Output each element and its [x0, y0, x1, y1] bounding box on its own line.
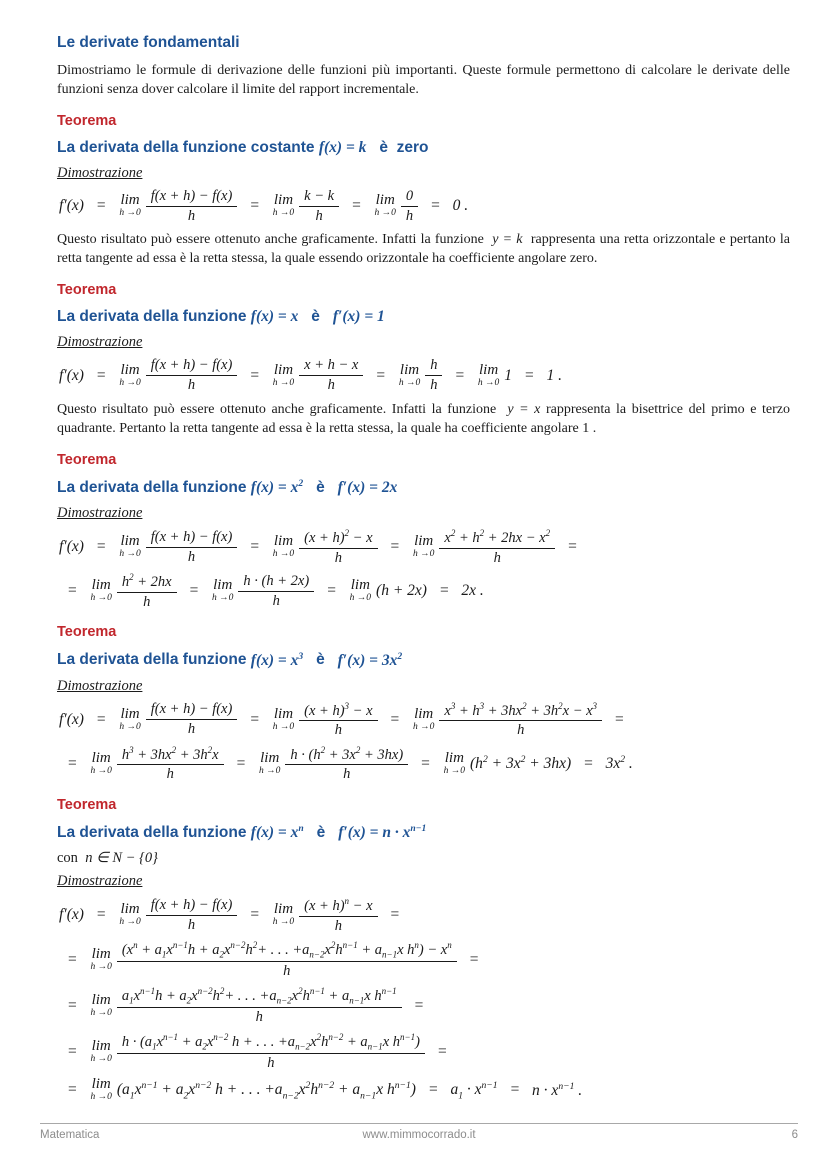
equals-sign: = [389, 538, 400, 556]
theorem-statement [57, 823, 790, 842]
equals-sign: = [95, 538, 107, 556]
fraction [146, 701, 238, 737]
fraction-numerator: f(x + h) − f(x) [146, 529, 238, 548]
text-run: con [57, 850, 86, 867]
lim-word: lim [399, 361, 420, 378]
statement-text: La derivata della funzione [57, 651, 251, 669]
lim-subscript: h →0 [272, 721, 295, 732]
fraction [425, 357, 442, 393]
statement-text: è [303, 651, 338, 669]
theorem-paragraph [57, 230, 790, 268]
theorem-paragraph [57, 400, 790, 438]
fraction-denominator: h [187, 721, 196, 738]
lim-word: lim [479, 361, 499, 378]
math-expression: f′(x) [59, 366, 84, 384]
fraction-numerator: $h^3 + 3hx^2 + 3h^2x$ [117, 745, 224, 766]
equals-sign: = [249, 366, 260, 384]
lim-word: lim [91, 946, 111, 963]
lim-word: lim [414, 533, 434, 550]
theorem-section-1 [57, 113, 790, 268]
statement-math: $f'(x) = n \cdot x^{n-1}$ [338, 822, 427, 842]
teorema-heading: Teorema [57, 282, 117, 299]
limit-operator [375, 193, 396, 219]
math-expression: $n \cdot x^{n-1}$ . [532, 1080, 583, 1099]
equals-sign: = [249, 710, 260, 728]
lim-subscript: h →0 [119, 917, 141, 928]
statement-text: La derivata della funzione [57, 308, 251, 326]
fraction-numerator: f(x + h) − f(x) [146, 897, 238, 916]
dimostrazione-label: Dimostrazione [57, 165, 143, 182]
limit-operator [212, 578, 233, 604]
theorem-statement [57, 478, 790, 497]
theorem-sections [57, 113, 790, 1103]
fraction-denominator: h [255, 1008, 263, 1025]
dimostrazione-label: Dimostrazione [57, 677, 143, 694]
math-inline: n ∈ N − {0} [85, 850, 158, 867]
math-expression: f′(x) [59, 197, 84, 215]
fraction-numerator: h [425, 357, 442, 376]
teorema-heading: Teorema [57, 113, 117, 130]
limit-operator [478, 363, 499, 389]
fraction-denominator: h [187, 548, 196, 565]
lim-word: lim [444, 749, 464, 766]
theorem-note [57, 850, 790, 867]
footer [40, 1123, 798, 1141]
equals-sign: = [67, 754, 78, 772]
fraction-denominator: h [493, 549, 501, 566]
fraction-numerator: f(x + h) − f(x) [146, 701, 238, 720]
fraction-numerator: $a_1x^{n-1}h + a_2x^{n-2}h^2+$ . . . $+a_{n-2}x^2h^{n-1} + a_{n-1}x$ $h^{n-1}$ [117, 986, 402, 1008]
lim-word: lim [91, 991, 111, 1008]
lim-subscript: h →0 [90, 1092, 112, 1103]
limit-operator [90, 993, 111, 1019]
fraction-numerator: $x^2 + h^2 + 2hx - x^2$ [439, 528, 555, 549]
lim-word: lim [260, 749, 280, 766]
lim-subscript: h →0 [119, 721, 141, 732]
math-expression: 0 . [452, 197, 469, 215]
formula-line [57, 986, 790, 1026]
fraction-denominator: h [187, 916, 196, 933]
lim-word: lim [120, 192, 140, 209]
footer-page-number: 6 [791, 1129, 799, 1141]
fraction-numerator: f(x + h) − f(x) [146, 188, 238, 207]
limit-operator [413, 707, 434, 733]
statement-math: $f(x) = x^2$ [250, 477, 304, 497]
lim-subscript: h →0 [374, 208, 396, 219]
equals-sign: = [583, 754, 594, 772]
math-expression: f′(x) [59, 538, 84, 556]
math-expression: 1 . [546, 366, 563, 384]
lim-word: lim [91, 1037, 111, 1054]
statement-text: La derivata della funzione [57, 479, 251, 497]
equals-sign: = [67, 582, 78, 600]
equals-sign: = [67, 1081, 78, 1099]
equals-sign: = [524, 366, 535, 384]
statement-math: f′(x) = 2x [337, 479, 398, 497]
fraction-numerator: f(x + h) − f(x) [146, 357, 238, 376]
equals-sign: = [67, 951, 78, 969]
fraction [439, 528, 555, 566]
limit-operator [119, 534, 140, 560]
fraction-denominator: h [334, 549, 342, 566]
lim-subscript: h →0 [413, 721, 435, 732]
fraction-denominator: h [166, 766, 174, 783]
fraction [117, 986, 402, 1026]
fraction-denominator: h [283, 963, 291, 980]
equals-sign: = [420, 754, 431, 772]
fraction [401, 188, 418, 224]
math-expression: f′(x) [59, 906, 84, 924]
limit-operator [119, 363, 140, 389]
fraction-denominator: h [315, 207, 323, 224]
theorem-statement [57, 139, 790, 157]
fraction-denominator: h [405, 207, 414, 224]
limit-operator [273, 902, 294, 928]
lim-word: lim [120, 705, 140, 722]
equals-sign: = [389, 906, 400, 924]
lim-word: lim [273, 533, 294, 550]
math-inline: y = x [507, 401, 541, 417]
lim-word: lim [273, 361, 294, 378]
statement-text: La derivata della funzione costante [57, 139, 319, 157]
statement-text: è [303, 824, 339, 842]
limit-operator [90, 1039, 111, 1065]
lim-word: lim [213, 577, 233, 594]
equals-sign: = [436, 1042, 448, 1060]
equals-sign: = [67, 996, 78, 1014]
fraction [299, 528, 377, 566]
fraction [146, 357, 238, 393]
statement-text: La derivata della funzione [57, 824, 251, 842]
fraction-denominator: h [267, 1054, 275, 1071]
theorem-section-4 [57, 624, 790, 783]
lim-subscript: h →0 [272, 917, 295, 928]
fraction [439, 701, 602, 739]
lim-subscript: h →0 [119, 549, 141, 560]
limit-operator [119, 193, 140, 219]
footer-course-label: Matematica [40, 1129, 100, 1141]
fraction-denominator: h [334, 917, 342, 934]
formula-line [57, 188, 790, 224]
math-expression: (h + 2x) [376, 582, 427, 600]
fraction [146, 188, 238, 224]
statement-math: $f'(x) = 3x^2$ [337, 650, 403, 669]
equals-sign: = [351, 197, 362, 215]
equals-sign: = [235, 754, 247, 772]
formula-line [57, 1077, 790, 1103]
math-expression: f′(x) [59, 710, 84, 728]
statement-text: è zero [366, 139, 429, 157]
fraction-numerator: $h^2 + 2hx$ [117, 572, 177, 593]
lim-subscript: h →0 [413, 549, 435, 560]
teorema-heading: Teorema [57, 796, 117, 813]
limit-operator [90, 751, 111, 777]
theorem-statement [57, 650, 790, 669]
lim-word: lim [120, 901, 140, 918]
equals-sign: = [95, 197, 107, 215]
fraction [146, 529, 238, 565]
limit-operator [273, 534, 294, 560]
page-title: Le derivate fondamentali [57, 34, 240, 51]
equals-sign: = [188, 582, 200, 600]
limit-operator [273, 363, 294, 389]
text-run: Questo risultato può essere ottenuto anche graficamente. Infatti la funzione [57, 232, 493, 248]
math-expression: $3x^2$ . [605, 754, 633, 773]
fraction [117, 940, 457, 980]
text-run: Questo risultato può essere ottenuto anche graficamente. Infatti la funzione [57, 401, 508, 417]
lim-subscript: h →0 [272, 377, 295, 388]
fraction [299, 357, 363, 393]
dimostrazione-label: Dimostrazione [57, 334, 143, 351]
statement-math: f′(x) = 1 [332, 308, 385, 326]
fraction [117, 572, 177, 610]
limit-operator [90, 578, 111, 604]
formula-line [57, 701, 790, 739]
math-expression: $a_1 \cdot x^{n-1}$ [450, 1079, 498, 1101]
fraction-numerator: $(x + h)^3 - x$ [299, 701, 377, 722]
math-expression: $(h^2 + 3x^2 + 3hx)$ [470, 754, 572, 773]
math-expression: 2x . [461, 582, 484, 600]
lim-word: lim [375, 192, 395, 209]
lim-subscript: h →0 [90, 593, 112, 604]
formula-line [57, 940, 790, 980]
statement-math: f(x) = k [318, 139, 367, 157]
dimostrazione-label: Dimostrazione [57, 873, 143, 890]
equals-sign: = [454, 366, 465, 384]
formula-line [57, 745, 790, 783]
equals-sign: = [326, 582, 337, 600]
equals-sign: = [468, 951, 480, 969]
limit-operator [413, 534, 434, 560]
formula-line [57, 1032, 790, 1072]
statement-math: $f(x) = x^3$ [250, 650, 304, 669]
limit-operator [90, 1077, 111, 1103]
fraction [299, 701, 377, 739]
teorema-heading: Teorema [57, 624, 117, 641]
formula-line [57, 896, 790, 934]
fraction [117, 1032, 425, 1072]
equals-sign: = [413, 996, 425, 1014]
fraction-denominator: h [334, 722, 342, 739]
fraction-numerator: x + h − x [299, 357, 363, 376]
formula-line [57, 357, 790, 393]
lim-subscript: h →0 [272, 208, 295, 219]
text-run: Dimostriamo le formule di derivazione delle funzioni più importanti. Queste formule permettono di calcolare le derivate delle funzioni senza dover calcolare il limite del rapport incrementale. [57, 63, 790, 98]
lim-subscript: h →0 [477, 377, 500, 388]
equals-sign: = [567, 538, 578, 556]
fraction-numerator: h · (h + 2x) [238, 573, 314, 592]
equals-sign: = [509, 1081, 521, 1099]
limit-operator [90, 947, 111, 973]
lim-subscript: h →0 [349, 593, 372, 604]
lim-subscript: h →0 [443, 765, 466, 776]
fraction [238, 573, 314, 609]
equals-sign: = [430, 197, 441, 215]
equals-sign: = [427, 1081, 439, 1099]
fraction [299, 188, 339, 224]
equals-sign: = [95, 366, 107, 384]
statement-text: è [303, 479, 338, 497]
formula-line [57, 572, 790, 610]
lim-subscript: h →0 [398, 377, 421, 388]
fraction-numerator: $h \cdot (a_1x^{n-1} + a_2x^{n-2}$ h + . . . $+a_{n-2}x^2h^{n-2} + a_{n-1}x$ $h^{n-1}$) [117, 1032, 425, 1054]
math-inline: y = k [492, 232, 523, 248]
fraction-numerator: $x^3 + h^3 + 3hx^2 + 3h^2x - x^3$ [439, 701, 602, 722]
limit-operator [273, 193, 294, 219]
limit-operator [119, 707, 140, 733]
footer-website: www.mimmocorrado.it [362, 1129, 476, 1141]
fraction-numerator: 0 [401, 188, 418, 207]
equals-sign: = [614, 710, 625, 728]
lim-subscript: h →0 [90, 1007, 112, 1018]
equals-sign: = [438, 582, 450, 600]
theorem-statement [57, 308, 790, 326]
lim-word: lim [120, 533, 140, 550]
lim-word: lim [414, 705, 434, 722]
lim-subscript: h →0 [212, 593, 234, 604]
equals-sign: = [249, 538, 260, 556]
equals-sign: = [375, 366, 386, 384]
lim-subscript: h →0 [119, 377, 141, 388]
fraction-numerator: $(x + h)^n - x$ [299, 896, 377, 917]
statement-text: è [298, 308, 333, 326]
equals-sign: = [249, 197, 260, 215]
fraction-denominator: h [143, 593, 151, 610]
lim-word: lim [120, 361, 140, 378]
limit-operator [119, 902, 140, 928]
theorem-section-2 [57, 282, 790, 437]
limit-operator [399, 363, 420, 389]
fraction [299, 896, 377, 934]
limit-operator [350, 578, 371, 604]
statement-math: f(x) = x [250, 308, 299, 326]
teorema-heading: Teorema [57, 451, 117, 468]
fraction-denominator: h [272, 592, 280, 609]
formula-line [57, 528, 790, 566]
text-run: rappresenta una retta orizzontale e pertanto la retta tangente ad essa è la retta stessa, la quale essendo orizzontale ha coefficiente angolare zero. [57, 232, 791, 267]
lim-subscript: h →0 [90, 962, 112, 973]
equals-sign: = [67, 1042, 78, 1060]
fraction-denominator: h [430, 377, 438, 394]
lim-word: lim [273, 705, 294, 722]
lim-subscript: h →0 [90, 1053, 112, 1064]
lim-subscript: h →0 [119, 208, 141, 219]
lim-word: lim [91, 1076, 111, 1093]
limit-operator [273, 707, 294, 733]
equals-sign: = [95, 710, 107, 728]
math-expression: ($a_1x^{n-1} + a_2x^{n-2}$ h + . . . $+a_{n-2}x^2h^{n-2} + a_{n-1}x$ $h^{n-1}$) [116, 1079, 416, 1101]
theorem-section-3 [57, 452, 790, 611]
lim-word: lim [91, 749, 111, 766]
lim-word: lim [273, 192, 294, 209]
limit-operator [444, 751, 465, 777]
text-run: rappresenta la bisettrice del primo e terzo quadrante. Pertanto la retta tangente ad essa è la retta stessa, la quale ha coefficiente angolare 1 . [57, 401, 791, 436]
fraction-denominator: h [327, 377, 335, 394]
statement-math: $f(x) = x^n$ [250, 822, 304, 842]
fraction [146, 897, 238, 933]
lim-word: lim [350, 577, 370, 594]
fraction-denominator: h [187, 207, 196, 224]
fraction-numerator: $h \cdot (h^2 + 3x^2 + 3hx)$ [285, 745, 408, 766]
lim-word: lim [91, 577, 111, 594]
limit-operator [259, 751, 280, 777]
lim-subscript: h →0 [272, 549, 295, 560]
lim-subscript: h →0 [259, 765, 281, 776]
fraction-denominator: h [187, 377, 196, 394]
fraction-denominator: h [343, 766, 351, 783]
fraction-numerator: k − k [299, 188, 339, 207]
math-expression: 1 [504, 366, 513, 384]
fraction [117, 745, 224, 783]
equals-sign: = [389, 710, 400, 728]
theorem-section-5 [57, 797, 790, 1103]
fraction-numerator: ($x^n + a_1x^{n-1}h + a_2x^{n-2}h^2+$ . . . $+a_{n-2}x^2h^{n-1} + a_{n-1}x$ $h^n) - x^n$ [117, 940, 457, 962]
equals-sign: = [95, 906, 107, 924]
lim-subscript: h →0 [90, 765, 112, 776]
fraction-denominator: h [517, 722, 525, 739]
lim-word: lim [273, 901, 294, 918]
fraction-numerator: $(x + h)^2 - x$ [299, 528, 377, 549]
intro-paragraph [57, 61, 790, 99]
equals-sign: = [249, 906, 260, 924]
fraction [285, 745, 408, 783]
dimostrazione-label: Dimostrazione [57, 505, 143, 522]
